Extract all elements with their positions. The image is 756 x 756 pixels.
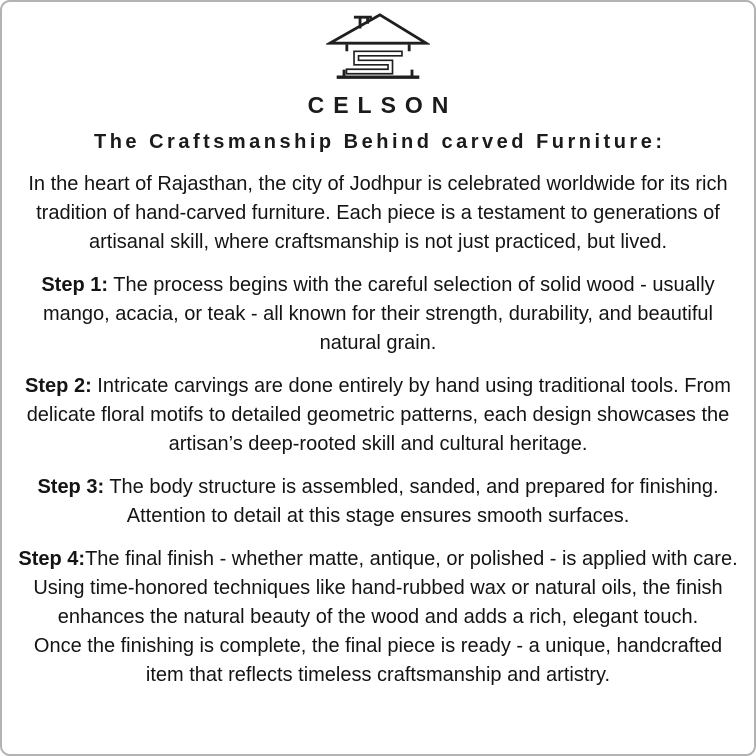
header (2, 2, 754, 154)
step-4-label: Step 4: (18, 548, 86, 570)
paragraph-text: The process begins with the careful selection of solid wood - usually mango, acacia, or teak - all known for their strength, durability, and beautiful natural grain. (43, 274, 715, 354)
step-3-label: Step 3: (37, 476, 105, 498)
step-2-label: Step 2: (25, 375, 92, 397)
step-1-label: Step 1: (41, 274, 109, 296)
paragraph-text: Intricate carvings are done entirely by hand using traditional tools. From delicate floral motifs to detailed geometric patterns, each design showcases the artisan’s deep-rooted skill and cultural heritage. (26, 375, 731, 455)
celson-house-logo-icon (326, 12, 430, 80)
body-text (2, 154, 754, 690)
step-4-paragraph (18, 545, 738, 632)
brand-name: CELSON (307, 92, 458, 118)
step-2-paragraph (18, 372, 738, 459)
page-title: The Craftsmanship Behind carved Furniture: (93, 131, 666, 153)
intro-paragraph (18, 170, 738, 257)
paragraph-text: Once the finishing is complete, the final piece is ready - a unique, handcrafted item that reflects timeless craftsmanship and artistry. (33, 635, 723, 686)
closing-paragraph (18, 632, 738, 690)
paragraph-text: The final finish - whether matte, antique, or polished - is applied with care. Using time-honored techniques like hand-rubbed wax or natural oils, the finish enhances the natural beauty of the wood and adds a rich, elegant touch. (33, 548, 738, 628)
paragraph-text: In the heart of Rajasthan, the city of Jodhpur is celebrated worldwide for its rich tradition of hand-carved furniture. Each piece is a testament to generations of artisanal skill, where craftsmanship is not just practiced, but lived. (28, 173, 728, 253)
paragraph-text: The body structure is assembled, sanded, and prepared for finishing. Attention to detail at this stage ensures smooth surfaces. (104, 476, 719, 527)
step-3-paragraph (18, 473, 738, 531)
step-1-paragraph (18, 271, 738, 358)
